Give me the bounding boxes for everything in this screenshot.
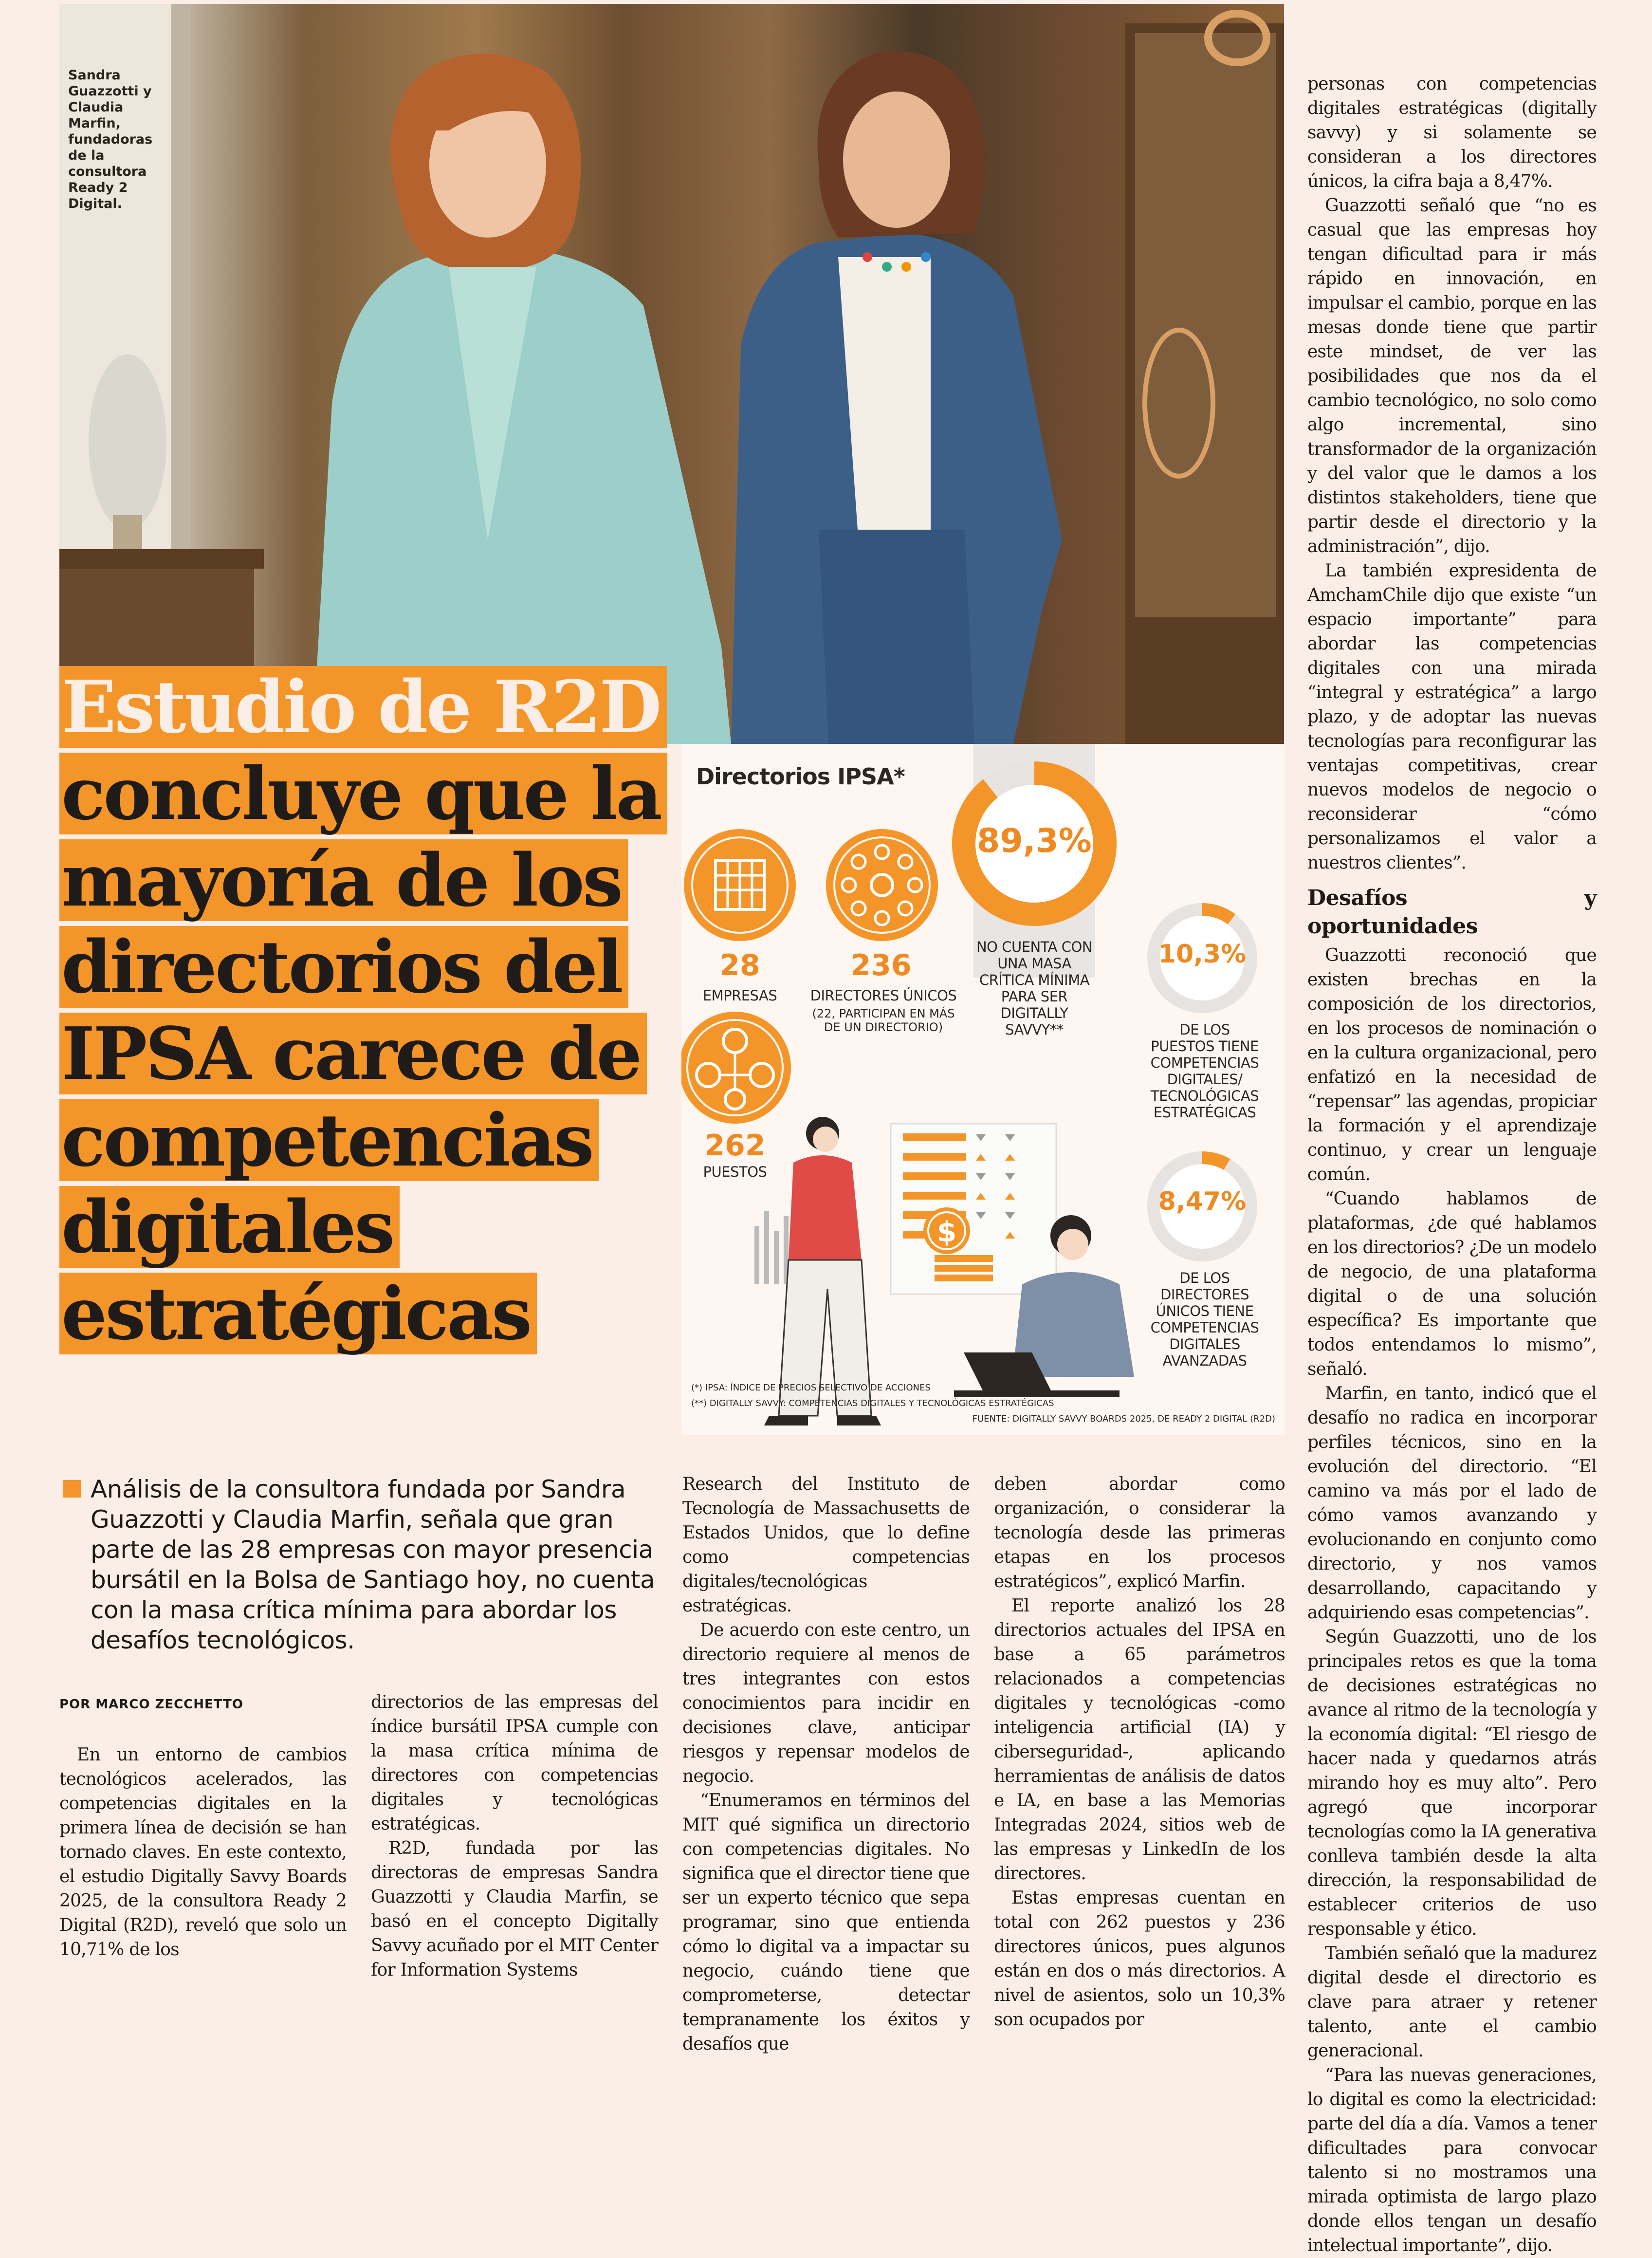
lead-bullet-square xyxy=(63,1480,81,1498)
stat-no-mass-value: 89,3% xyxy=(977,822,1092,860)
body-paragraph: Guazzotti reconoció que existen brechas en la composición de los directorios, en los procesos de nominación o en la cultura organizacional, pero enfatizó en la necesidad de “repensar” las agendas, propiciar la formación y el aprendizaje continuo, y crear un lenguaje común. xyxy=(1307,945,1597,1185)
footnote-digitally-savvy: (**) DIGITALLY SAVVY: COMPETENCIAS DIGITALES Y TECNOLÓGICAS ESTRATÉGICAS xyxy=(691,1398,1054,1408)
footnote-ipsa: (*) IPSA: ÍNDICE DE PRECIOS SELECTIVO DE ACCIONES xyxy=(691,1383,931,1393)
stat-directors-pct-label: DE LOS DIRECTORES ÚNICOS TIENE COMPETENCIAS DIGITALES AVANZADAS xyxy=(1150,1270,1259,1369)
stat-directors-value: 236 xyxy=(850,948,912,982)
body-paragraph: También señaló que la madurez digital desde el directorio es clave para atraer y retener talento, ante el cambio generacional. xyxy=(1307,1943,1597,2061)
infographic-title: Directorios IPSA* xyxy=(696,763,905,790)
body-paragraph: Estas empresas cuentan en total con 262 puestos y 236 directores únicos, pues algunos están en dos o más directorios. A nivel de asientos, solo un 10,3% son ocupados por xyxy=(994,1888,1285,2030)
body-column-1 xyxy=(59,1743,347,1962)
body-paragraph: Research del Instituto de Tecnología de Massachusetts de Estados Unidos, que lo define como competencias digitales/tecnológicas estratégicas. xyxy=(682,1474,970,1616)
photo-caption: Sandra Guazzotti y Claudia Marfin, fundadoras de la consultora Ready 2 Digital. xyxy=(68,68,153,211)
body-paragraph: directorios de las empresas del índice bursátil IPSA cumple con la masa crítica mínima de directores con competencias digitales y tecnológicas estratégicas. xyxy=(371,1692,658,1834)
person-left xyxy=(312,54,731,744)
headline-line: directorios del xyxy=(59,926,628,1008)
headline-line: estratégicas xyxy=(59,1273,537,1354)
infographic xyxy=(681,744,1285,1435)
body-paragraph: La también expresidenta de AmchamChile dijo que existe “un espacio importante” para abordar las competencias digitales con una mirada “integral y estratégica” a largo plazo, y de adoptar las nuevas tecnologías para reconfigurar las ventajas competitivas, crear nuevos modelos de negocio o reconsiderar “cómo personalizamos el valor a nuestros clientes”. xyxy=(1307,561,1597,873)
lead-paragraph: Análisis de la consultora fundada por Sandra Guazzotti y Claudia Marfin, señala que gran parte de las 28 empresas con mayor presencia bursátil en la Bolsa de Santiago hoy, no cuenta con la masa crítica mínima para abordar los desafíos tecnológicos. xyxy=(91,1475,655,1654)
stat-directors-pct-value: 8,47% xyxy=(1158,1187,1247,1216)
body-paragraph: Guazzotti señaló que “no es casual que las empresas hoy tengan dificultad para ir más rápido en innovación, en impulsar el cambio, porque en las mesas donde tiene que partir este mindset, de ver las posibilidades que nos da el cambio tecnológico, no solo como algo incremental, sino transformador de la organización y del valor que le damos a los distintos stakeholders, tiene que partir desde el directorio y la administración”, dijo. xyxy=(1307,196,1597,556)
stat-directors-label: DIRECTORES ÚNICOS xyxy=(810,987,957,1004)
headline-line: mayoría de los xyxy=(59,839,628,921)
body-column-2 xyxy=(371,1690,658,1982)
stat-companies-value: 28 xyxy=(719,948,760,982)
body-paragraph: R2D, fundada por las directoras de empresas Sandra Guazzotti y Claudia Marfin, se basó en el concepto Digitally Savvy acuñado por el MIT Center for Information Systems xyxy=(371,1838,658,1980)
infographic-source: FUENTE: DIGITALLY SAVVY BOARDS 2025, DE READY 2 DIGITAL (R2D) xyxy=(972,1414,1275,1424)
body-paragraph: “Para las nuevas generaciones, lo digital es como la electricidad: parte del día a día. Vamos a tener dificultades para convocar talento si no mostramos una mirada optimista de largo plazo donde ellos tengan un desafío intelectual importante”, dijo. xyxy=(1307,2065,1597,2256)
hero-photo xyxy=(59,4,1284,744)
building-icon xyxy=(684,829,796,941)
stat-positions-label: PUESTOS xyxy=(703,1164,767,1180)
headline-line: Estudio de R2D xyxy=(59,666,667,748)
headline-line: competencias xyxy=(59,1099,599,1181)
headline-line: digitales xyxy=(59,1186,400,1268)
stat-companies-label: EMPRESAS xyxy=(702,987,777,1004)
body-paragraph: “Enumeramos en términos del MIT qué significa un directorio con competencias digitales. No significa que el director tiene que ser un experto técnico que sepa programar, sino que entienda cómo lo digital va a impactar su negocio, cuándo tiene que comprometerse, detectar tempranamente los éxitos y desafíos que xyxy=(682,1791,970,2054)
headline-line: concluye que la xyxy=(59,753,667,834)
stat-no-mass-label: NO CUENTA CON UNA MASA CRÍTICA MÍNIMA PARA SER DIGITALLY SAVVY** xyxy=(976,939,1093,1038)
body-paragraph: “Cuando hablamos de plataformas, ¿de qué hablamos en los directorios? ¿De un modelo de negocio, de una plataforma digital o de una solución específica? Es importante que todos entendamos lo mismo”, señaló. xyxy=(1307,1189,1597,1379)
coin-symbol: $ xyxy=(936,1215,957,1248)
stat-positions-value: 262 xyxy=(704,1129,766,1163)
byline: POR MARCO ZECCHETTO xyxy=(59,1697,243,1712)
section-heading: Desafíos y oportunidades xyxy=(1307,886,1597,939)
body-paragraph: deben abordar como organización, o considerar la tecnología desde las primeras etapas en los procesos estratégicos”, explicó Marfin. xyxy=(994,1474,1285,1592)
positions-network-icon xyxy=(681,1012,791,1124)
stat-directors-note: (22, PARTICIPAN EN MÁS DE UN DIRECTORIO) xyxy=(812,1007,955,1034)
body-column-5 xyxy=(1307,72,1597,2258)
person-right xyxy=(731,51,1062,744)
body-paragraph: personas con competencias digitales estratégicas (digitally savvy) y si solamente se consideran a los directores únicos, la cifra baja a 8,47%. xyxy=(1307,74,1597,191)
headline xyxy=(59,665,661,1359)
directors-network-icon xyxy=(826,829,938,941)
body-column-4 xyxy=(994,1472,1285,2032)
body-paragraph: El reporte analizó los 28 directorios actuales del IPSA en base a 65 parámetros relacionados a competencias digitales y tecnológicas -como inteligencia artificial (IA) y ciberseguridad-, aplicando herramientas de análisis de datos e IA, en base a las Memorias Integradas 2024, sitios web de las empresas y LinkedIn de los directores. xyxy=(994,1596,1285,1884)
body-paragraph: Marfin, en tanto, indicó que el desafío no radica en incorporar perfiles técnicos, sino en la evolución del directorio. “El camino va más por el lado de cómo vamos avanzando y evolucionando en conjunto como directorio, y nos vamos desarrollando, capacitando y adquiriendo esas competencias”. xyxy=(1307,1384,1597,1623)
body-paragraph: De acuerdo con este centro, un directorio requiere al menos de tres integrantes con estos conocimientos para incidir en decisiones clave, anticipar riesgos y repensar modelos de negocio. xyxy=(682,1620,970,1786)
headline-line: IPSA carece de xyxy=(59,1013,647,1094)
body-paragraph: En un entorno de cambios tecnológicos acelerados, las competencias digitales en la primera línea de decisión se han tornado claves. En este contexto, el estudio Digitally Savvy Boards 2025, de la consultora Ready 2 Digital (R2D), reveló que solo un 10,71% de los xyxy=(59,1745,347,1960)
stat-positions-pct-label: DE LOS PUESTOS TIENE COMPETENCIAS DIGITALES/ TECNOLÓGICAS ESTRATÉGICAS xyxy=(1150,1021,1259,1121)
stat-positions-pct-value: 10,3% xyxy=(1158,940,1247,969)
photo-illustration xyxy=(59,4,1284,744)
body-column-3 xyxy=(682,1472,970,2056)
body-paragraph: Según Guazzotti, uno de los principales retos es que la toma de decisiones estratégicas no avance al ritmo de la tecnología y la economía digital: “El riesgo de hacer nada y quedarnos atrás mirando hoy es muy alto”. Pero agregó que incorporar tecnologías como la IA generativa conlleva también desde la alta dirección, la responsabilidad de establecer criterios de uso responsable y ético. xyxy=(1307,1627,1597,1939)
